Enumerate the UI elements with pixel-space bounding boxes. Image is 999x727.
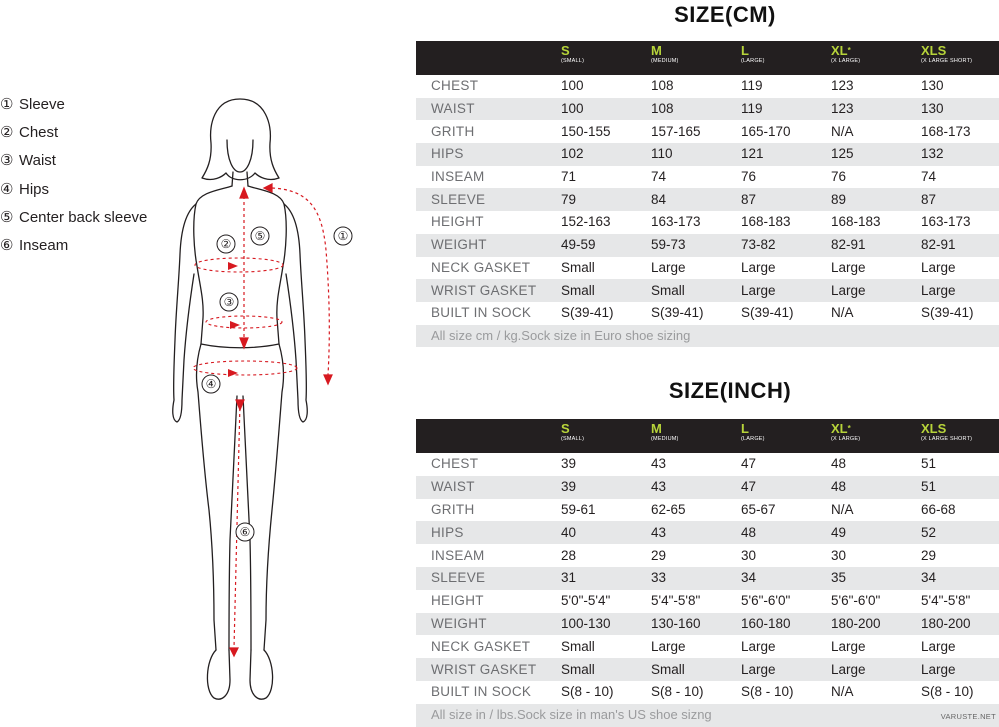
legend-number: ③ [0,152,14,170]
size-header-m [647,41,737,75]
row-label: BUILT IN SOCK [431,684,532,700]
legend-number: ⑥ [0,236,14,254]
table-cell: 43 [651,524,667,540]
table-cell: 89 [831,191,847,207]
size-code: L [741,43,749,58]
legend-number: ⑤ [0,208,14,226]
table-cell: 87 [921,191,937,207]
size-header-l [737,41,827,75]
table-row [416,257,999,280]
table-cell: N/A [831,501,854,517]
row-label: INSEAM [431,547,485,563]
legend-label: Hips [19,180,50,198]
table-cell: 30 [741,547,757,563]
table-note: All size in / lbs.Sock size in man's US shoe sizng [431,707,712,723]
size-header-xl [827,419,917,453]
row-label: SLEEVE [431,570,486,586]
table-cell: Small [561,259,595,275]
table-cell: S(39-41) [651,305,704,321]
size-subtitle: (SMALL) [561,58,585,64]
table-cell: S(39-41) [741,305,794,321]
table-row [416,143,999,166]
header-row [416,41,999,75]
table-row [416,613,999,636]
size-code: XL [831,421,848,436]
table-cell: 150-155 [561,123,611,139]
table-cell: Large [741,282,776,298]
table-cell: 130-160 [651,615,701,631]
table-cell: 76 [831,169,847,185]
watermark: VARUSTE.NET [940,712,996,721]
table-cell: 84 [651,191,667,207]
size-code: M [651,421,662,436]
table-cell: 168-183 [831,214,881,230]
table-cell: 100 [561,101,584,117]
table-cell: 62-65 [651,501,686,517]
table-cell: 34 [741,570,757,586]
table-cell: 100 [561,78,584,94]
figure-marker-4: ④ [205,377,217,391]
table-cell: 66-68 [921,501,956,517]
table-note: All size cm / kg.Sock size in Euro shoe sizing [431,327,691,343]
table-cell: 47 [741,479,757,495]
table-row [416,635,999,658]
table-cell: 59-61 [561,501,596,517]
table-row [416,188,999,211]
table-row [416,234,999,257]
table-cell: 39 [561,479,577,495]
table-cell: Large [831,282,866,298]
table-cell: 163-173 [651,214,701,230]
size-subtitle: (LARGE) [741,436,765,442]
row-label: NECK GASKET [431,638,531,654]
table-cell: 59-73 [651,237,686,253]
size-asterisk: * [847,424,851,433]
legend-label: Inseam [19,236,69,254]
table-cell: 87 [741,191,757,207]
table-cell: 48 [741,524,757,540]
table-cell: 43 [651,456,667,472]
face-outline [227,140,253,172]
legend-label: Sleeve [19,96,65,113]
legend-number: ② [0,124,14,142]
table-cell: Large [741,638,776,654]
table-cell: 108 [651,101,674,117]
table-row [416,166,999,189]
table-cell: 52 [921,524,937,540]
table-cell: 163-173 [921,214,971,230]
body-measurement-figure [0,0,400,723]
table-cell: 110 [651,146,673,162]
size-subtitle: (X LARGE) [831,58,861,64]
table-cell: Small [561,661,595,677]
table-row [416,279,999,302]
table-note-row [416,325,999,348]
header-blank-cell [416,419,557,453]
table-cell: 123 [831,101,854,117]
figure-marker-5: ⑤ [254,229,266,243]
size-table-cm [416,41,999,347]
table-row [416,590,999,613]
size-header-xl [827,41,917,75]
legend-number: ④ [0,180,14,198]
size-header-s [557,41,647,75]
table-row [416,453,999,476]
row-label: SLEEVE [431,191,486,207]
table-cell: 130 [921,101,944,117]
table-cell: 76 [741,169,757,185]
size-subtitle: (X LARGE SHORT) [921,436,973,442]
figure-marker-6: ⑥ [239,525,251,539]
table-row [416,681,999,704]
table-cell: 74 [651,169,667,185]
table-cell: Large [651,638,686,654]
table-cell: Small [561,638,595,654]
row-label: INSEAM [431,169,485,185]
table-cell: 47 [741,456,757,472]
table-cell: Large [831,259,866,275]
legend-label: Waist [19,152,56,170]
table-cell: 123 [831,78,854,94]
row-label: HEIGHT [431,214,484,230]
right-foot [250,650,273,699]
table-cell: S(39-41) [561,305,614,321]
size-subtitle: (SMALL) [561,436,585,442]
table-cell: 51 [921,456,937,472]
table-cell: 48 [831,456,847,472]
table-cell: 35 [831,570,847,586]
table-cell: 102 [561,146,584,162]
head-outline [202,99,279,180]
table-cell: Large [921,661,956,677]
table-cell: Large [831,638,866,654]
table-cell: 5'6"-6'0" [741,593,791,609]
row-label: HIPS [431,146,464,162]
table-cell: 79 [561,191,577,207]
row-label: WEIGHT [431,237,487,253]
table-cell: 34 [921,570,937,586]
table-cell: 5'0"-5'4" [561,593,611,609]
table-cell: 28 [561,547,577,563]
table-cell: S(8 - 10) [741,684,794,700]
size-subtitle: (LARGE) [741,58,765,64]
row-label: WAIST [431,101,475,117]
size-subtitle: (MEDIUM) [651,436,679,442]
table-cell: 33 [651,570,667,586]
row-label: HIPS [431,524,464,540]
table-cell: Large [651,259,686,275]
table-cell: 5'6"-6'0" [831,593,881,609]
table-cell: 71 [561,169,577,185]
row-label: WAIST [431,479,475,495]
table-cell: N/A [831,123,854,139]
row-label: WRIST GASKET [431,282,537,298]
table-cell: N/A [831,684,854,700]
table-cell: S(8 - 10) [651,684,704,700]
table-cell: Large [831,661,866,677]
table-cell: 180-200 [921,615,971,631]
table-cell: 73-82 [741,237,776,253]
table-cell: 160-180 [741,615,791,631]
size-code: S [561,421,570,436]
size-subtitle: (X LARGE) [831,436,861,442]
table-row [416,567,999,590]
legend-number: ① [0,96,14,113]
size-header-s [557,419,647,453]
legend-label: Center back sleeve [19,208,148,226]
row-label: GRITH [431,501,475,517]
table-cell: 48 [831,479,847,495]
row-label: WRIST GASKET [431,661,537,677]
waistband-line [201,344,279,348]
table-row [416,75,999,98]
table-cell: Large [921,259,956,275]
row-label: HEIGHT [431,593,484,609]
table-cell: S(8 - 10) [561,684,614,700]
table-cell: 125 [831,146,854,162]
table-cell: 29 [921,547,937,563]
legend-label: Chest [19,124,59,142]
table-cell: 65-67 [741,501,776,517]
size-code: XLS [921,43,947,58]
table-cell: 108 [651,78,674,94]
table-row [416,211,999,234]
header-blank-cell [416,41,557,75]
size-header-xls [917,419,999,453]
size-code: XLS [921,421,947,436]
size-code: L [741,421,749,436]
size-subtitle: (X LARGE SHORT) [921,58,973,64]
table-row [416,476,999,499]
left-arm-outline [173,204,196,422]
row-label: GRITH [431,123,475,139]
figure-marker-2: ② [220,237,232,251]
size-asterisk: * [847,46,851,55]
table-cell: 5'4"-5'8" [651,593,701,609]
table-cell: 130 [921,78,944,94]
row-label: CHEST [431,456,479,472]
table-note-row [416,704,999,727]
table-row [416,302,999,325]
torso-outline [194,186,286,650]
table-cell: Large [921,638,956,654]
table-row [416,544,999,567]
table-cell: 82-91 [831,237,866,253]
figure-marker-3: ③ [223,295,235,309]
table-cell: Large [741,259,776,275]
table-cell: S(39-41) [921,305,974,321]
size-code: M [651,43,662,58]
table-cell: Small [561,282,595,298]
size-subtitle: (MEDIUM) [651,58,679,64]
table-cell: 157-165 [651,123,701,139]
table-cell: 82-91 [921,237,956,253]
table-cell: 40 [561,524,577,540]
table-row [416,521,999,544]
table-cell: 74 [921,169,937,185]
section-title-cm: SIZE(CM) [674,2,776,27]
table-cell: 100-130 [561,615,611,631]
table-cell: Large [921,282,956,298]
row-label: BUILT IN SOCK [431,305,532,321]
table-cell: S(8 - 10) [921,684,974,700]
row-label: WEIGHT [431,615,487,631]
left-foot [207,650,230,699]
table-cell: 180-200 [831,615,881,631]
table-cell: N/A [831,305,854,321]
size-header-l [737,419,827,453]
table-row [416,98,999,121]
table-cell: 30 [831,547,847,563]
size-header-xls [917,41,999,75]
right-arm-outline [284,204,307,422]
table-cell: 168-173 [921,123,971,139]
size-table-inch [416,419,999,727]
table-cell: 39 [561,456,577,472]
table-cell: 5'4"-5'8" [921,593,971,609]
table-cell: 152-163 [561,214,611,230]
table-cell: Large [741,661,776,677]
table-cell: 119 [741,101,763,117]
table-cell: Small [651,661,685,677]
row-label: CHEST [431,78,479,94]
table-cell: 31 [561,570,577,586]
section-title-inch: SIZE(INCH) [668,378,792,403]
table-cell: 49-59 [561,237,596,253]
table-row [416,499,999,522]
table-cell: Small [651,282,685,298]
table-cell: 51 [921,479,937,495]
table-cell: 165-170 [741,123,791,139]
size-code: S [561,43,570,58]
table-row [416,658,999,681]
table-cell: 168-183 [741,214,791,230]
table-cell: 119 [741,78,763,94]
table-cell: 132 [921,146,944,162]
figure-marker-1: ① [337,229,349,243]
table-cell: 29 [651,547,667,563]
table-cell: 43 [651,479,667,495]
table-cell: 121 [741,146,764,162]
size-code: XL [831,43,848,58]
row-label: NECK GASKET [431,259,531,275]
table-cell: 49 [831,524,847,540]
size-header-m [647,419,737,453]
table-row [416,120,999,143]
header-row [416,419,999,453]
